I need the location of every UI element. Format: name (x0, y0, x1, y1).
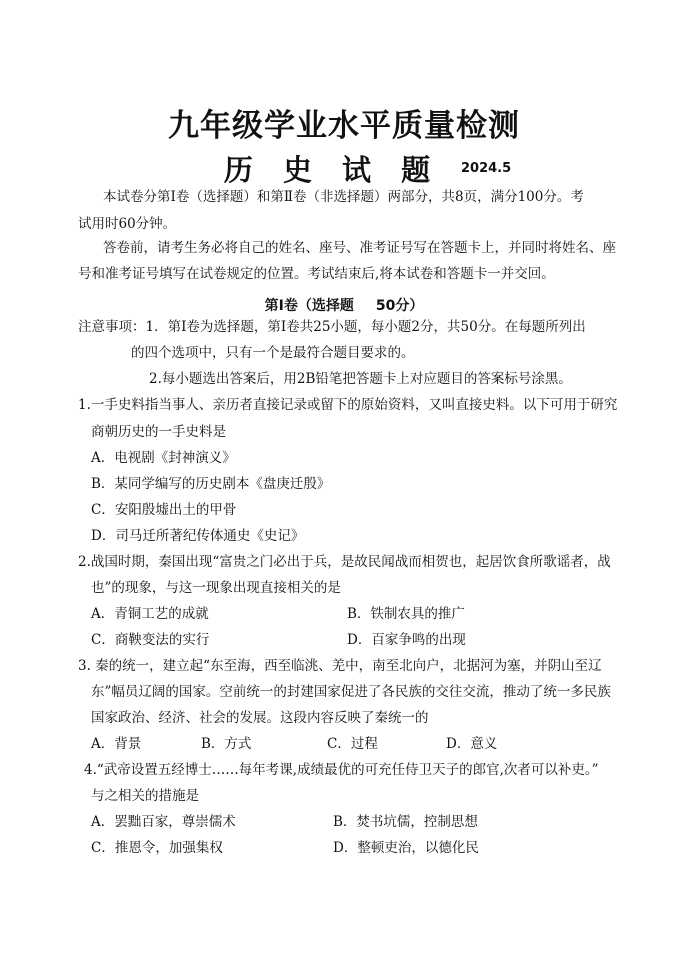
intro-line-4: 号和准考证号填写在试卷规定的位置。考试结束后,将本试卷和答题卡一并交回。 (78, 266, 555, 282)
q3-stem-line-3: 国家政治、经济、社会的发展。这段内容反映了秦统一的 (91, 710, 429, 726)
q2-stem-line-2: 也”的现象，与这一现象出现直接相关的是 (91, 580, 341, 596)
q3-option-c: C．过程 (327, 736, 378, 752)
q2-option-b: B．铁制农具的推广 (347, 606, 465, 622)
q2-option-d: D．百家争鸣的出现 (347, 632, 466, 648)
section-heading (0, 295, 688, 315)
q2-option-a: A．青铜工艺的成就 (91, 606, 209, 622)
notes-line-3: 2.每小题选出答案后，用2B铅笔把答题卡上对应题目的答案标号涂黑。 (149, 371, 572, 387)
exam-title: 九年级学业水平质量检测 (168, 108, 520, 144)
q4-option-c: C．推恩令，加强集权 (91, 840, 223, 856)
q3-stem-line-2: 东”幅员辽阔的国家。空前统一的封建国家促进了各民族的交往交流，推动了统一多民族 (91, 684, 611, 700)
q4-option-d: D．整顿吏治，以德化民 (333, 840, 479, 856)
subject-title: 历 史 试 题 (223, 153, 441, 187)
q1-stem-line-2: 商朝历史的一手史料是 (91, 424, 226, 440)
q3-option-d: D．意义 (446, 736, 498, 752)
q2-stem-line-1: 2.战国时期，秦国出现“富贵之门必出于兵，是故民闻战而相贺也，起居饮食所歌谣者，战 (78, 554, 611, 570)
intro-line-3: 答卷前，请考生务必将自己的姓名、座号、准考证号写在答题卡上，并同时将姓名、座 (103, 240, 616, 256)
q1-option-b: B．某同学编写的历史剧本《盘庚迁殷》 (91, 476, 331, 492)
notes-line-1: 注意事项：1．第Ⅰ卷为选择题，第Ⅰ卷共25小题，每小题2分，共50分。在每题所列出 (78, 319, 586, 335)
q4-option-b: B．焚书坑儒，控制思想 (333, 814, 478, 830)
q1-option-c: C．安阳殷墟出土的甲骨 (91, 502, 237, 518)
q3-option-b: B．方式 (201, 736, 252, 752)
section-score: 50分） (375, 298, 424, 314)
q4-stem-line-2: 与之相关的措施是 (91, 788, 199, 804)
intro-line-1: 本试卷分第Ⅰ卷（选择题）和第Ⅱ卷（非选择题）两部分，共8页，满分100分。考 (103, 189, 584, 205)
q4-stem-line-1: 4.“武帝设置五经博士……每年考课,成绩最优的可充任侍卫天子的郎官,次者可以补吏。” (84, 762, 599, 778)
q1-option-d: D．司马迁所著纪传体通史《史记》 (91, 528, 305, 544)
exam-date: 2024.5 (461, 161, 512, 176)
section-label: 第Ⅰ卷（选择题 (264, 298, 354, 314)
q1-option-a: A．电视剧《封神演义》 (91, 450, 236, 466)
q4-option-a: A．罢黜百家，尊崇儒术 (91, 814, 236, 830)
q1-stem-line-1: 1.一手史料指当事人、亲历者直接记录或留下的原始资料，又叫直接史料。以下可用于研究 (78, 397, 618, 413)
q3-option-a: A．背景 (91, 736, 142, 752)
notes-line-2: 的四个选项中，只有一个是最符合题目要求的。 (131, 345, 415, 361)
q2-option-c: C．商鞅变法的实行 (91, 632, 210, 648)
intro-line-2: 试用时60分钟。 (78, 216, 177, 232)
q3-stem-line-1: 3. 秦的统一，建立起“东至海，西至临洮、羌中，南至北向户，北据河为塞，并阴山至辽 (78, 658, 602, 674)
